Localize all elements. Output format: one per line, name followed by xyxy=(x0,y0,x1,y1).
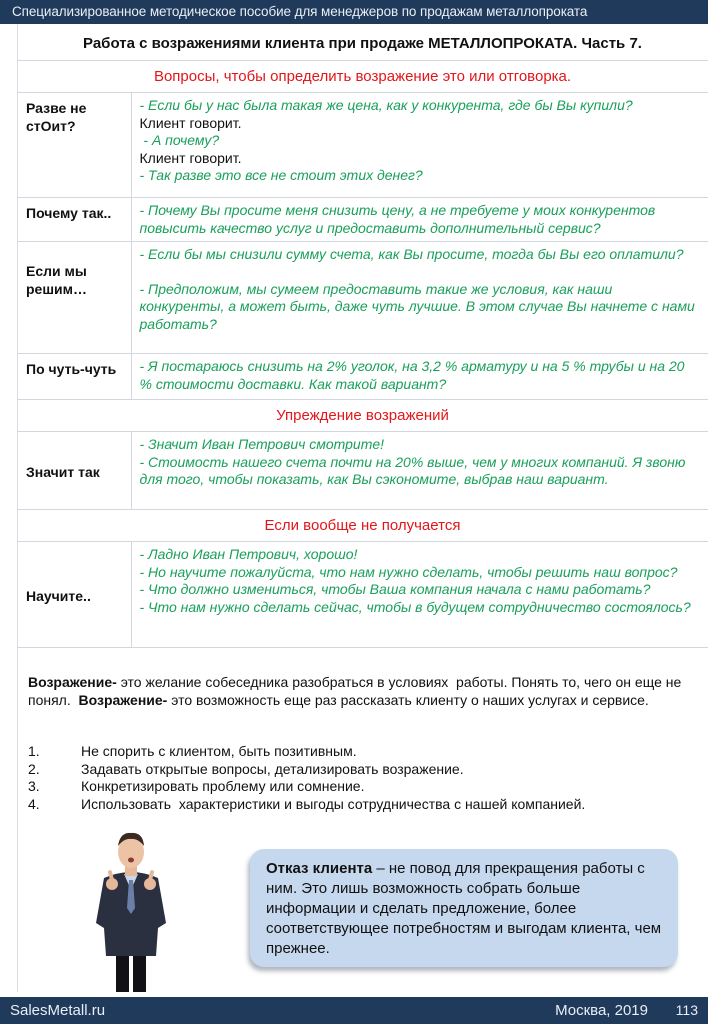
dialog-line: - Значит Иван Петрович смотрите! xyxy=(139,436,385,452)
row-label: Почему так.. xyxy=(17,198,131,242)
table-row xyxy=(17,93,708,198)
footer-site-link[interactable]: SalesMetall.ru xyxy=(10,1002,106,1019)
table-row xyxy=(17,542,708,648)
dialog-line: - Что нам нужно сделать сейчас, чтобы в будущем сотрудничество состоялось? xyxy=(139,598,691,615)
callout-text: – не повод для прекращения работы с ним. Это лишь возможность собрать больше информации и сделать предложение, более соответствующее потребностям и выгодам клиента, чем прежнее. xyxy=(266,860,662,957)
footer-city-year: Москва, 2019 xyxy=(555,1002,648,1019)
row-content xyxy=(131,354,708,400)
dialog-line: - Но научите пожалуйста, что нам нужно сделать, чтобы решить наш вопрос? xyxy=(139,563,678,580)
row-content xyxy=(131,432,708,510)
tips-list xyxy=(28,743,700,813)
row-label: По чуть-чуть xyxy=(17,354,131,400)
callout-term: Отказ клиента xyxy=(266,860,373,877)
row-label: Если мы решим… xyxy=(17,242,131,354)
table-row xyxy=(17,242,708,354)
table-row xyxy=(17,354,708,400)
list-item: 1. Не спорить с клиентом, быть позитивным. xyxy=(28,743,357,759)
footer-bar xyxy=(0,997,708,1024)
row-content xyxy=(131,93,708,198)
row-content xyxy=(131,242,708,354)
section-header-row xyxy=(17,400,708,432)
term: Возражение- xyxy=(28,674,117,690)
list-item: 4. Использовать характеристики и выгоды сотрудничества с нашей компанией. xyxy=(28,795,586,812)
table-row xyxy=(17,198,708,242)
table-row xyxy=(17,432,708,510)
list-item: 2. Задавать открытые вопросы, детализировать возражение. xyxy=(28,760,464,777)
dialog-line: - Ладно Иван Петрович, хорошо! xyxy=(139,546,358,562)
businessman-pointing-icon xyxy=(86,828,176,992)
dialog-line: - Если бы у нас была такая же цена, как у конкурента, где бы Вы купили? xyxy=(139,97,633,113)
row-content xyxy=(131,198,708,242)
row-label: Значит так xyxy=(17,432,131,510)
term: Возражение- xyxy=(78,692,168,708)
dialog-line: - Предположим, мы сумеем предоставить такие же условия, как наши конкуренты, а может быть, даже чуть лучшие. В этом случае Вы начнете с нами работать? xyxy=(139,280,695,332)
dialog-line: - Так разве это все не стоит этих денег? xyxy=(139,167,423,183)
dialog-line: Клиент говорит. xyxy=(139,149,242,166)
list-item: 3. Конкретизировать проблему или сомнение. xyxy=(28,778,365,794)
section-title-questions: Вопросы, чтобы определить возражение это или отговорка. xyxy=(17,61,708,93)
section-header-row xyxy=(17,510,708,542)
dialog-line: - А почему? xyxy=(139,132,220,148)
businessman-illustration xyxy=(86,828,176,992)
callout-box xyxy=(250,849,678,967)
dialog-line: - Стоимость нашего счета почти на 20% выше, чем у многих компаний. Я звоню для того, чтобы показать, как Вы сэкономите, выбрав наш вариант. xyxy=(139,453,686,487)
section-header-row xyxy=(17,61,708,93)
page-number: 113 xyxy=(675,1002,698,1018)
row-label: Научите.. xyxy=(17,542,131,648)
header-banner: Специализированное методическое пособие для менеджеров по продажам металлопроката xyxy=(0,0,708,24)
dialog-line: - Я постараюсь снизить на 2% уголок, на 3,2 % арматуру и на 5 % трубы и на 20 % стоимости доставки. Как такой вариант? xyxy=(139,358,685,392)
dialog-line: - Если бы мы снизили сумму счета, как Вы просите, тогда бы Вы его оплатили? xyxy=(139,246,684,262)
objection-table xyxy=(17,60,708,648)
dialog-line: - Что должно измениться, чтобы Ваша компания начала с нами работать? xyxy=(139,581,651,597)
objection-definition: Возражение- это желание собеседника разобраться в условиях работы. Понять то, чего он еще не понял. Возражение- это возможность еще раз рассказать клиенту о наших услугах и сервисе. xyxy=(28,674,686,708)
section-title-preemption: Упреждение возражений xyxy=(17,400,708,432)
dialog-line: Клиент говорит. xyxy=(139,114,242,131)
page-title: Работа с возражениями клиента при продаже МЕТАЛЛОПРОКАТА. Часть 7. xyxy=(83,35,642,52)
section-title-fallback: Если вообще не получается xyxy=(17,510,708,542)
dialog-line: - Почему Вы просите меня снизить цену, а не требуете у моих конкурентов повысить качество услуг и предоставить дополнительный сервис? xyxy=(139,202,656,236)
row-label: Разве не стОит? xyxy=(17,93,131,198)
row-content xyxy=(131,542,708,648)
